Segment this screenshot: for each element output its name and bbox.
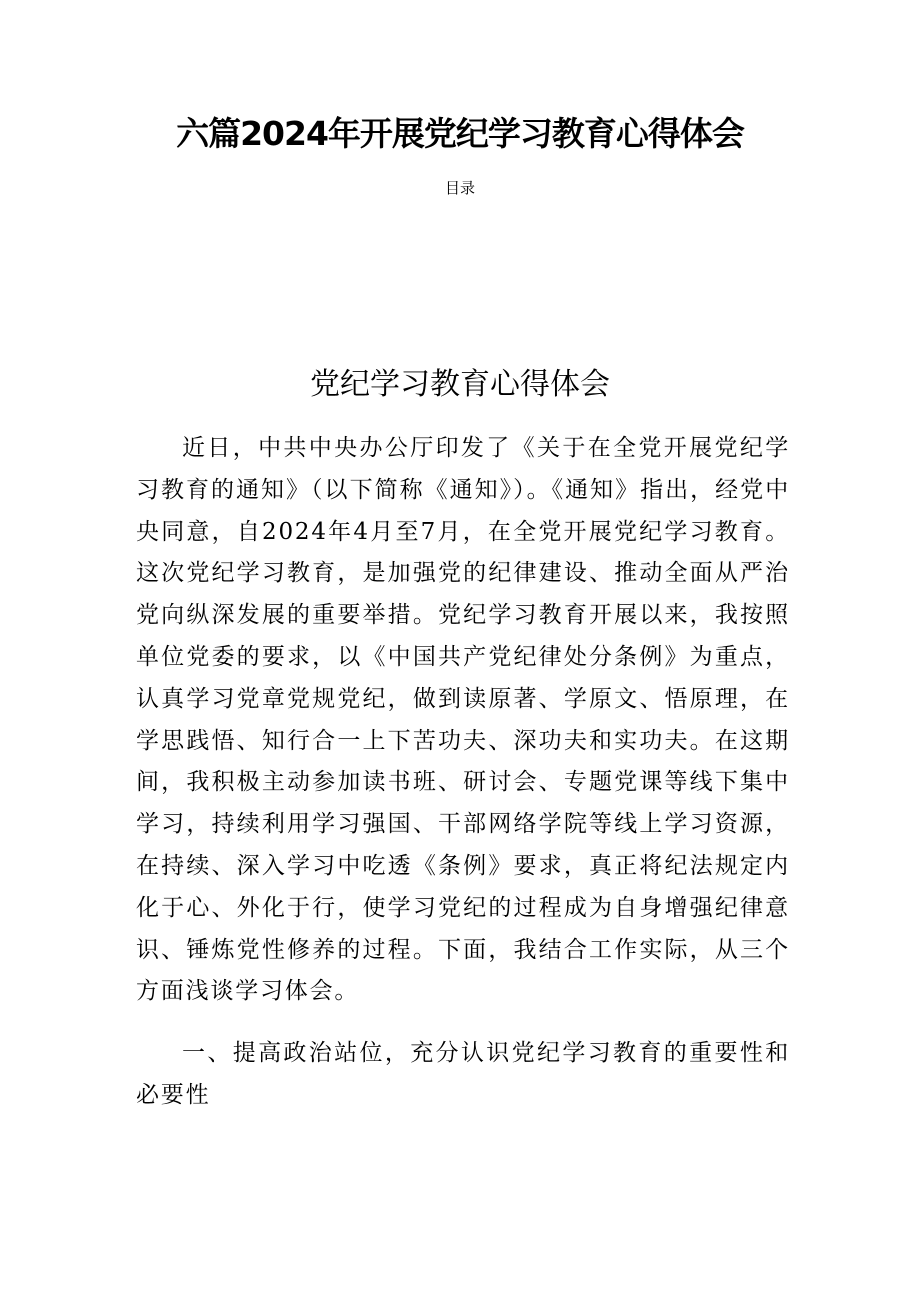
- body-text: [136, 428, 790, 1117]
- table-of-contents-label: 目录: [444, 179, 475, 197]
- section-title: 党纪学习教育心得体会: [310, 367, 610, 402]
- paragraph-intro: 近日，中共中央办公厅印发了《关于在全党开展党纪学习教育的通知》（以下简称《通知》）。《通知》指出，经党中央同意，自2024年4月至7月，在全党开展党纪学习教育。这次党纪学习教育，是加强党的纪律建设、推动全面从严治党向纵深发展的重要举措。党纪学习教育开展以来，我按照单位党委的要求，以《中国共产党纪律处分条例》为重点，认真学习党章党规党纪，做到读原著、学原文、悟原理，在学思践悟、知行合一上下苦功夫、深功夫和实功夫。在这期间，我积极主动参加读书班、研讨会、专题党课等线下集中学习，持续利用学习强国、干部网络学院等线上学习资源，在持续、深入学习中吃透《条例》要求，真正将纪法规定内化于心、外化于行，使学习党纪的过程成为自身增强纪律意识、锤炼党性修养的过程。下面，我结合工作实际，从三个方面浅谈学习体会。: [136, 435, 790, 1005]
- subheading-one: 一、提高政治站位，充分认识党纪学习教育的重要性和必要性: [136, 1040, 790, 1108]
- document-title: 六篇2024年开展党纪学习教育心得体会: [176, 114, 744, 153]
